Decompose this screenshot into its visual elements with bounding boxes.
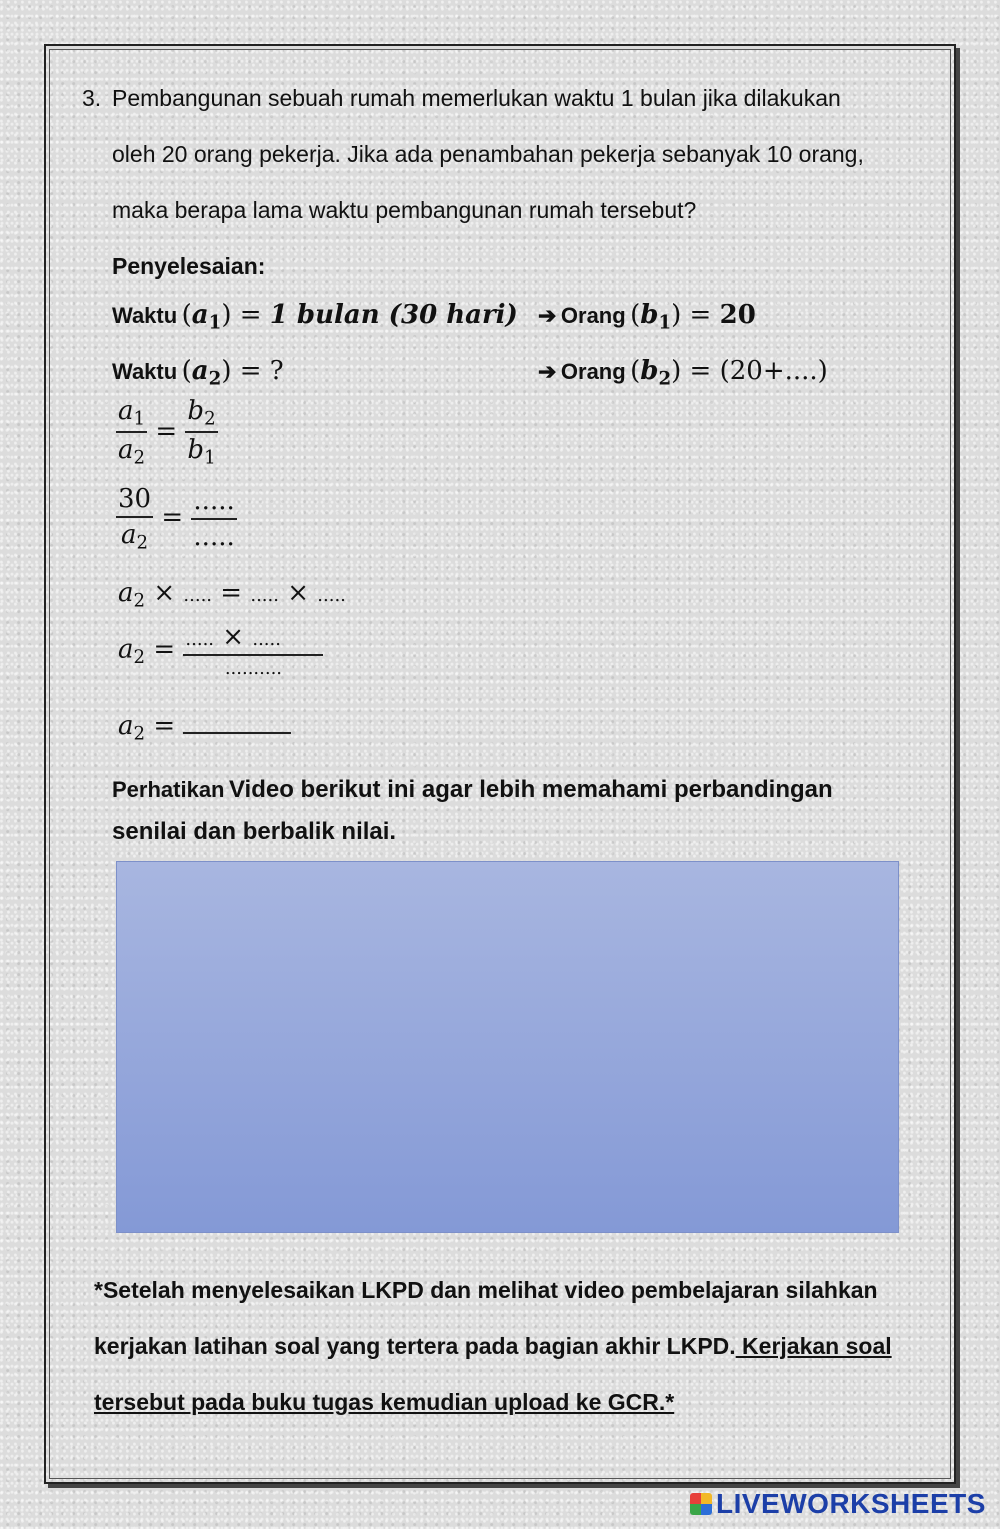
b1-symbol: $(b_1)$ = (630, 300, 720, 334)
a1-value: 1 bulan (30 hari) (269, 300, 518, 330)
blank-numerator[interactable]: ..... (191, 486, 236, 520)
question-line-2: oleh 20 orang pekerja. Jika ada penambahan pekerja sebanyak 10 orang, (112, 141, 864, 167)
question-line-1: Pembangunan sebuah rumah memerlukan waktu 1 bulan jika dilakukan (112, 85, 841, 111)
orang-b1-row (538, 300, 756, 333)
b1-value: 20 (719, 300, 756, 330)
blank-4[interactable]: ..... (185, 629, 215, 650)
footer-line-3: tersebut pada buku tugas kemudian upload ke GCR.* (94, 1389, 675, 1415)
a2-value: ? (269, 356, 284, 386)
times-sign-2: × (287, 578, 310, 608)
arrow-icon-2: ➔ (538, 359, 557, 384)
waktu-a1-row (112, 300, 518, 333)
logo-text: LIVEWORKSHEETS (716, 1488, 986, 1519)
b2-value: (20+....) (719, 356, 828, 386)
blank-3[interactable]: ..... (317, 585, 346, 606)
liveworksheets-logo[interactable] (690, 1488, 986, 1520)
footer-line-1: *Setelah menyelesaikan LKPD dan melihat video pembelajaran silahkan (94, 1277, 878, 1303)
footer-line-2 (94, 1332, 892, 1360)
video-embed[interactable] (116, 861, 899, 1233)
waktu-a2-row (112, 356, 284, 389)
note-line-1-text: Video berikut ini agar lebih memahami perbandingan (228, 776, 833, 803)
times-sign-3: × (222, 622, 245, 652)
orang-label: Orang (560, 303, 626, 328)
footer-line-2-plain: kerjakan latihan soal yang tertera pada bagian akhir LKPD. (94, 1333, 736, 1359)
blank-2[interactable]: ..... (250, 585, 279, 606)
footer-line-2-underlined: Kerjakan soal (735, 1333, 892, 1359)
times-sign: × (153, 578, 176, 608)
proportion-substitution: $\frac{30}{a_2}$ = $\frac{.....}{.....}$ (118, 484, 235, 554)
blank-5[interactable]: ..... (252, 629, 281, 650)
proportion-formula: $\frac{a_1}{a_2}$ = $\frac{b_2}{b_1}$ (118, 396, 216, 469)
note-line-1 (112, 776, 833, 804)
solution-heading: Penyelesaian: (112, 253, 266, 279)
a1-symbol: $(a_1)$ = (181, 300, 270, 334)
b2-symbol: $(b_2)$ = (630, 356, 720, 390)
a2-answer-row: $a_2$ = (118, 710, 291, 744)
arrow-icon: ➔ (538, 303, 557, 328)
waktu-label-2: Waktu (112, 359, 178, 384)
a2-symbol: $(a_2)$ = (181, 356, 270, 390)
note-line-2: senilai dan berbalik nilai. (112, 818, 397, 845)
orang-b2-row (538, 356, 828, 389)
liveworksheets-logo-icon (690, 1493, 712, 1515)
a2-fraction-row: $a_2$ = $\frac{..... \times .....}{..........}$ (118, 622, 323, 679)
question-number: 3. (82, 85, 102, 111)
blank-denominator[interactable]: ..... (193, 521, 235, 552)
step2-numerator: 30 (116, 484, 153, 518)
blank-6[interactable]: .......... (224, 658, 283, 679)
orang-label-2: Orang (560, 359, 626, 384)
cross-multiply-row: $a_2$ × ..... = ..... × ..... (118, 578, 346, 612)
perhatikan-label: Perhatikan (112, 777, 225, 802)
waktu-label: Waktu (112, 303, 178, 328)
blank-1[interactable]: ..... (183, 585, 213, 606)
answer-input[interactable] (183, 710, 291, 734)
question-line-3: maka berapa lama waktu pembangunan rumah tersebut? (112, 197, 697, 223)
